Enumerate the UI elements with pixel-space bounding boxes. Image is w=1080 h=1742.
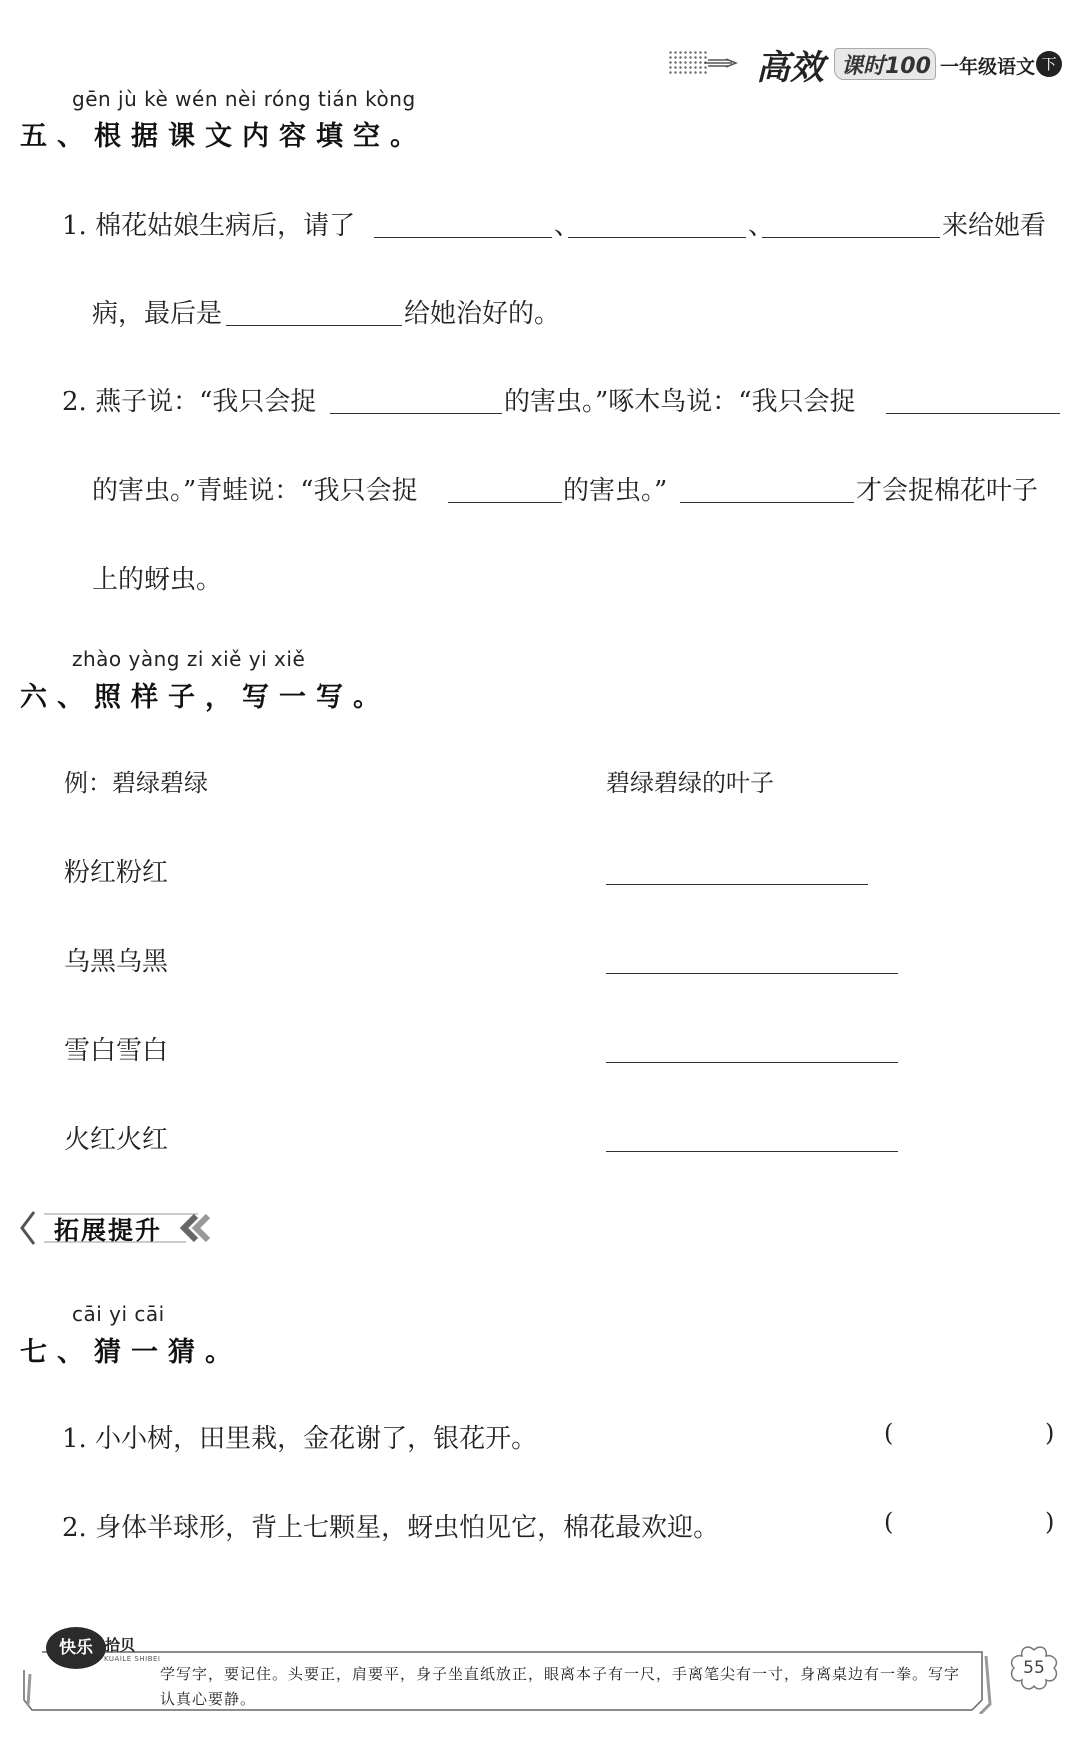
answer-blank[interactable] xyxy=(886,413,1060,414)
volume-badge: 下 xyxy=(1036,51,1062,77)
header-badge: 课时100 xyxy=(834,48,936,80)
section7-pinyin: cāi yi cāi xyxy=(72,1302,165,1326)
q2-text-mid: 的害虫。”啄木鸟说：“我只会捉 xyxy=(504,387,856,417)
answer-blank[interactable] xyxy=(606,1151,898,1152)
section7-heading: 七、猜一猜。 xyxy=(20,1337,242,1368)
speed-lines-icon xyxy=(702,58,738,68)
q1-line2-start: 病，最后是 xyxy=(92,299,223,329)
answer-blank[interactable] xyxy=(606,1062,898,1063)
answer-slot[interactable] xyxy=(900,1509,1040,1539)
word-item: 乌黑乌黑 xyxy=(64,947,169,977)
example-answer: 碧绿碧绿的叶子 xyxy=(606,769,774,797)
header-title: 高效 xyxy=(756,48,824,88)
section5-pinyin: gēn jù kè wén nèi róng tián kòng xyxy=(72,87,416,111)
word-item: 火红火红 xyxy=(64,1125,169,1155)
q2-text-start: 2. 燕子说：“我只会捉 xyxy=(62,387,317,417)
q2-line2-b: 的害虫。” xyxy=(563,476,668,506)
answer-paren-close: ) xyxy=(1045,1419,1055,1447)
q2-line2-c: 才会捉棉花叶子 xyxy=(856,476,1039,506)
answer-blank[interactable] xyxy=(680,502,854,503)
answer-blank[interactable] xyxy=(568,237,746,238)
footer-tip-text: 学写字，要记住。头要正，肩要平，身子坐直纸放正，眼离本子有一尺，手离笔尖有一寸，身离桌边有一拳。写字认真心要静。 xyxy=(160,1665,961,1708)
separator: 、 xyxy=(554,211,581,241)
q2-line2-a: 的害虫。”青蛙说：“我只会捉 xyxy=(92,476,418,506)
answer-blank[interactable] xyxy=(330,413,502,414)
section5-heading: 五、根据课文内容填空。 xyxy=(20,121,427,152)
riddle-1: 1. 小小树，田里栽，金花谢了，银花开。 xyxy=(62,1424,538,1454)
footer-badge-sub: 拾贝 xyxy=(105,1636,136,1654)
section6-pinyin: zhào yàng zi xiě yi xiě xyxy=(72,647,306,671)
answer-slot[interactable] xyxy=(900,1420,1040,1450)
section6-heading: 六、照样子，写一写。 xyxy=(20,682,390,713)
answer-blank[interactable] xyxy=(226,325,402,326)
q1-text-start: 1. 棉花姑娘生病后，请了 xyxy=(62,211,356,241)
example-label: 例：碧绿碧绿 xyxy=(64,769,208,797)
answer-blank[interactable] xyxy=(448,502,562,503)
answer-paren-open: ( xyxy=(884,1419,894,1447)
word-item: 粉红粉红 xyxy=(64,858,169,888)
separator: 、 xyxy=(748,211,775,241)
answer-paren-close: ) xyxy=(1045,1508,1055,1536)
q2-line3: 上的蚜虫。 xyxy=(92,565,223,595)
answer-blank[interactable] xyxy=(606,884,868,885)
extension-label: 拓展提升 xyxy=(54,1216,163,1245)
answer-blank[interactable] xyxy=(374,237,552,238)
footer-badge-sub-en: KUAILE SHIBEI xyxy=(104,1655,161,1663)
answer-blank[interactable] xyxy=(606,973,898,974)
footer-badge: 快乐 xyxy=(46,1627,106,1669)
answer-blank[interactable] xyxy=(762,237,940,238)
q1-line2-end: 给她治好的。 xyxy=(404,299,561,329)
q1-text-end: 来给她看 xyxy=(942,211,1047,241)
page-number: 55 xyxy=(1004,1644,1064,1694)
word-item: 雪白雪白 xyxy=(64,1036,169,1066)
header-grade: 一年级语文 xyxy=(940,56,1036,78)
answer-paren-open: ( xyxy=(884,1508,894,1536)
riddle-2: 2. 身体半球形，背上七颗星，蚜虫怕见它，棉花最欢迎。 xyxy=(62,1513,720,1543)
